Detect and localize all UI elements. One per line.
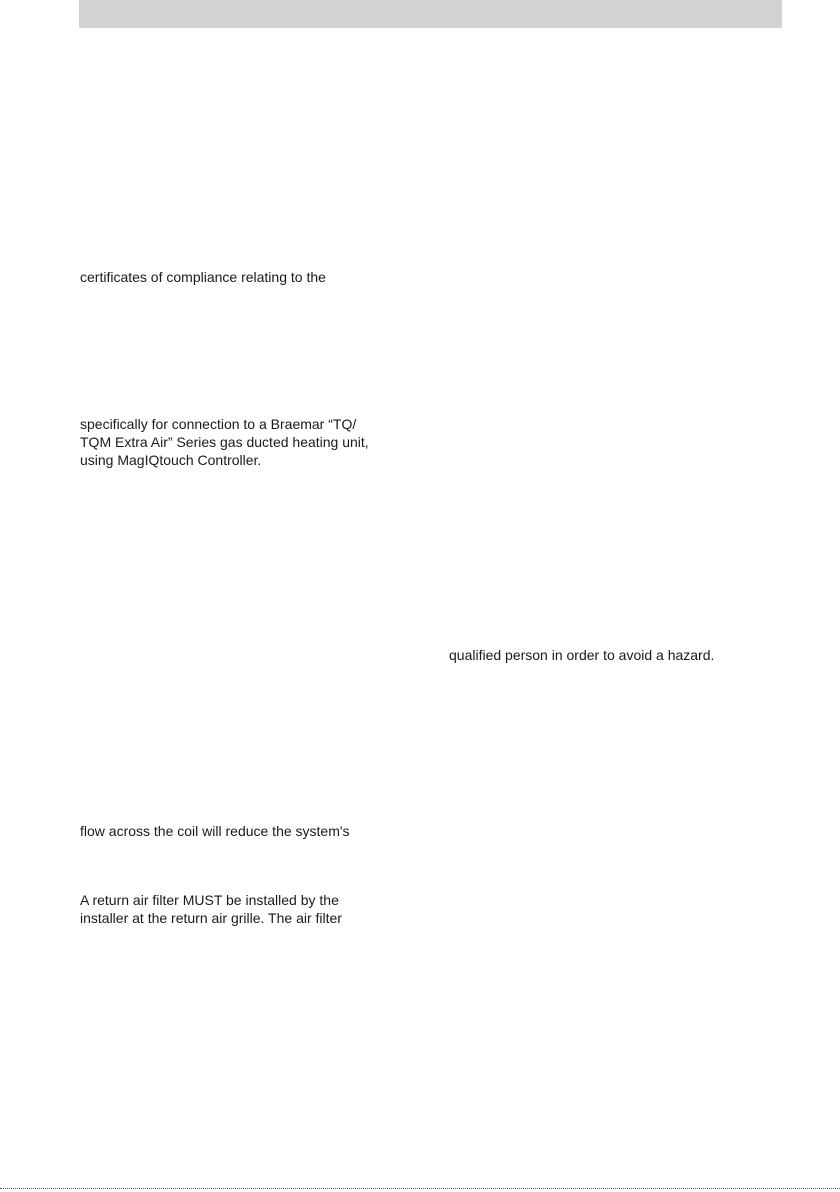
text-block-coil-flow [80, 822, 350, 840]
text-line: installer at the return air grille. The air filter [80, 910, 342, 926]
text-block-compliance [80, 268, 326, 286]
text-line: flow across the coil will reduce the system's [80, 823, 350, 839]
text-block-hazard [449, 646, 714, 664]
text-line: specifically for connection to a Braemar “TQ/ [80, 416, 357, 432]
text-line: certificates of compliance relating to the [80, 269, 326, 285]
text-line: A return air filter MUST be installed by the [80, 892, 339, 908]
text-line: TQM Extra Air” Series gas ducted heating unit, [80, 434, 369, 450]
text-block-air-filter [80, 891, 342, 927]
text-line: using MagIQtouch Controller. [80, 452, 262, 468]
page-bottom-rule [0, 1188, 840, 1189]
text-line: qualified person in order to avoid a hazard. [449, 647, 715, 663]
page-header-bar [79, 0, 782, 28]
text-block-connection [80, 415, 369, 469]
